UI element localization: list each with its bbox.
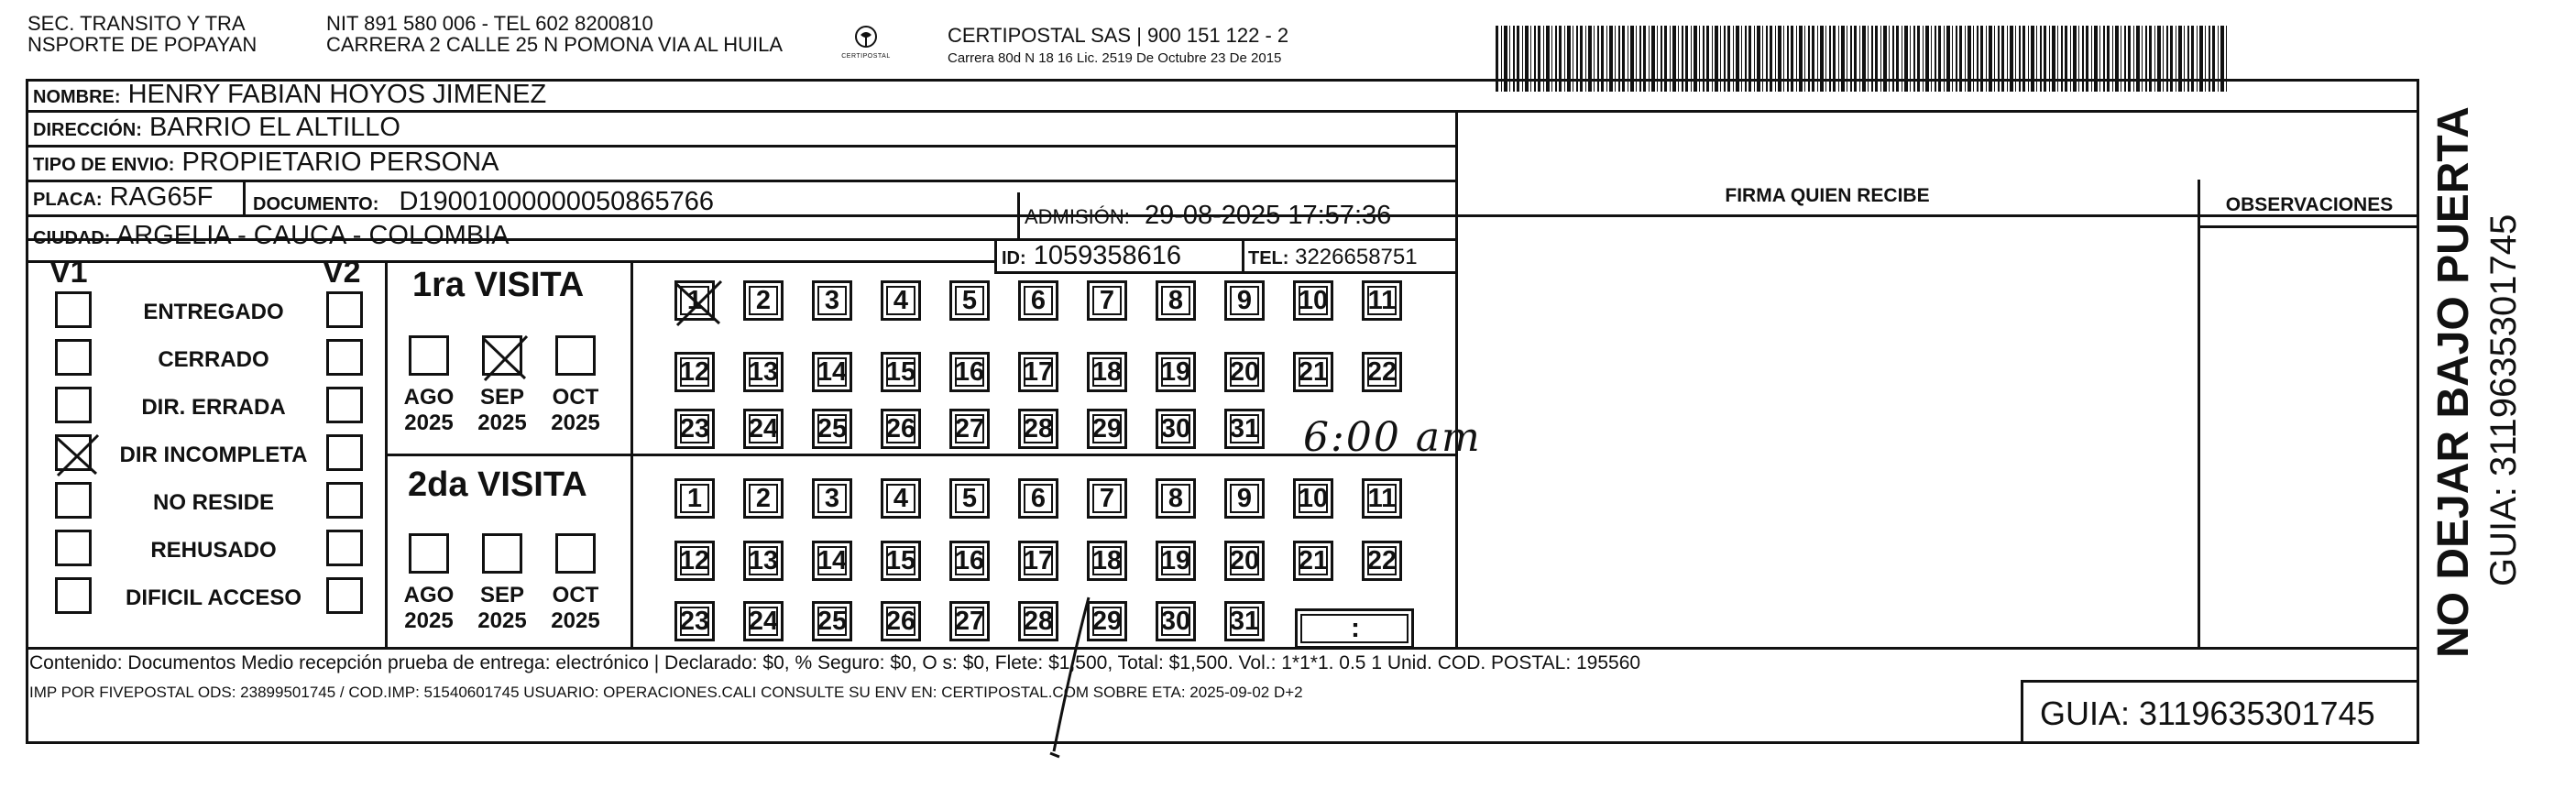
- name-field: [33, 80, 546, 113]
- day-box[interactable]: [881, 409, 921, 449]
- day-number: 9: [1236, 483, 1253, 513]
- day-number: 5: [961, 483, 978, 513]
- day-number: 20: [1229, 356, 1260, 387]
- tel-field: [1248, 244, 1418, 272]
- type-field: [33, 147, 499, 181]
- day-box[interactable]: [949, 352, 990, 392]
- day-box[interactable]: [1156, 541, 1196, 581]
- day-box[interactable]: [949, 478, 990, 519]
- month-name: SEP: [479, 385, 525, 410]
- day-number: 16: [954, 545, 985, 575]
- month-year: 2025: [404, 410, 454, 435]
- v1-checkbox[interactable]: [55, 387, 92, 423]
- pen-stroke: [1045, 596, 1100, 761]
- day-box[interactable]: [1087, 478, 1127, 519]
- day-box[interactable]: [1293, 280, 1333, 321]
- visit-2-time-box[interactable]: [1295, 608, 1414, 649]
- address-field: [33, 112, 400, 146]
- day-box[interactable]: [1362, 280, 1402, 321]
- day-box[interactable]: [743, 541, 784, 581]
- day-number: 19: [1160, 545, 1191, 575]
- day-box[interactable]: [1156, 478, 1196, 519]
- day-number: 13: [748, 545, 779, 575]
- day-box[interactable]: [1224, 601, 1265, 641]
- imp-line: IMP POR FIVEPOSTAL ODS: 23899501745 / COD.IMP: 51540601745 USUARIO: OPERACIONES.CALI CONSULTE SU ENV EN: CERTIPOSTAL.COM SOBRE ETA: 2025-09-02 D+2: [29, 684, 1303, 701]
- v1-checkbox[interactable]: [55, 339, 92, 376]
- month-year: 2025: [551, 410, 600, 435]
- day-box[interactable]: [674, 352, 715, 392]
- day-number: 8: [1167, 483, 1184, 513]
- day-box[interactable]: [881, 280, 921, 321]
- day-box[interactable]: [1087, 280, 1127, 321]
- v2-checkbox[interactable]: [326, 387, 363, 423]
- issuer-block: [326, 13, 783, 55]
- day-box[interactable]: [812, 478, 852, 519]
- day-number: 30: [1160, 413, 1191, 443]
- month-name: OCT: [552, 385, 599, 410]
- day-number: 7: [1099, 483, 1115, 513]
- v2-checkbox[interactable]: [326, 530, 363, 566]
- day-number: 7: [1099, 285, 1115, 315]
- month-label: [399, 385, 459, 435]
- month-year: 2025: [404, 607, 454, 633]
- agency-block: [27, 13, 257, 55]
- day-number: 13: [748, 356, 779, 387]
- document-label: DOCUMENTO:: [253, 194, 379, 214]
- day-box[interactable]: [812, 352, 852, 392]
- v2-checkbox[interactable]: [326, 291, 363, 328]
- day-box[interactable]: [812, 280, 852, 321]
- day-box[interactable]: [743, 478, 784, 519]
- day-box[interactable]: [1018, 280, 1058, 321]
- day-number: 28: [1023, 606, 1054, 636]
- day-box[interactable]: [1156, 352, 1196, 392]
- nit-line: NIT 891 580 006 - TEL 602 8200810: [326, 12, 653, 35]
- day-box[interactable]: [812, 541, 852, 581]
- visit-2-title: 2da VISITA: [408, 465, 587, 504]
- day-box[interactable]: [1224, 409, 1265, 449]
- status-label: ENTREGADO: [143, 300, 284, 324]
- v2-checkbox[interactable]: [326, 434, 363, 471]
- day-box[interactable]: [1087, 541, 1127, 581]
- v1-label: V1: [49, 255, 88, 290]
- visit-2-time-placeholder: :: [1351, 613, 1360, 643]
- day-box[interactable]: [674, 280, 715, 321]
- day-box[interactable]: [1018, 352, 1058, 392]
- content-line: Contenido: Documentos Medio recepción prueba de entrega: electrónico | Declarado: $0, % Seguro: $0, O s: $0, Flete: $1,500, Total: $1,500. Vol.: 1*1*1. 0.5 1 Unid. COD. POSTAL: 195560: [29, 652, 1641, 673]
- day-box[interactable]: [881, 601, 921, 641]
- day-number: 14: [817, 545, 848, 575]
- month-year: 2025: [477, 607, 527, 633]
- courier-line-2: Carrera 80d N 18 16 Lic. 2519 De Octubre 23 De 2015: [948, 50, 1282, 66]
- admission-label: ADMISIÓN:: [1025, 205, 1130, 228]
- day-box[interactable]: [674, 541, 715, 581]
- day-box[interactable]: [743, 409, 784, 449]
- observations-label: OBSERVACIONES: [2225, 194, 2394, 215]
- id-label: ID:: [1002, 248, 1026, 268]
- day-box[interactable]: [949, 541, 990, 581]
- day-box[interactable]: [743, 601, 784, 641]
- v2-label: V2: [323, 255, 361, 290]
- day-box[interactable]: [1293, 478, 1333, 519]
- v1-checkbox[interactable]: [55, 530, 92, 566]
- day-box[interactable]: [1156, 601, 1196, 641]
- agency-line-1: SEC. TRANSITO Y TRA: [27, 12, 246, 35]
- check-mark-icon: [672, 274, 725, 327]
- day-box[interactable]: [1018, 541, 1058, 581]
- day-box[interactable]: [1087, 352, 1127, 392]
- month-name: AGO: [403, 583, 455, 607]
- side-guia: GUIA: 3119635301745: [2483, 213, 2524, 586]
- certipostal-logo: [834, 24, 898, 66]
- day-box[interactable]: [881, 541, 921, 581]
- day-number: 25: [817, 606, 848, 636]
- address-line: CARRERA 2 CALLE 25 N POMONA VIA AL HUILA: [326, 33, 784, 56]
- day-box[interactable]: [1018, 409, 1058, 449]
- day-number: 29: [1091, 606, 1123, 636]
- day-box[interactable]: [1156, 280, 1196, 321]
- day-box[interactable]: [812, 409, 852, 449]
- day-number: 27: [954, 413, 985, 443]
- document-value: D19001000000050865766: [399, 187, 714, 216]
- month-label: [472, 385, 532, 435]
- day-number: 1: [686, 483, 703, 513]
- month-checkbox[interactable]: [409, 335, 449, 376]
- document-field: [253, 186, 714, 220]
- status-label: DIR INCOMPLETA: [119, 443, 308, 467]
- day-number: 16: [954, 356, 985, 387]
- type-label: TIPO DE ENVIO:: [33, 155, 175, 175]
- day-number: 5: [961, 285, 978, 315]
- v1-checkbox[interactable]: [55, 482, 92, 519]
- day-box[interactable]: [812, 601, 852, 641]
- day-number: 14: [817, 356, 848, 387]
- day-number: 18: [1091, 356, 1123, 387]
- day-number: 8: [1167, 285, 1184, 315]
- day-number: 29: [1091, 413, 1123, 443]
- day-number: 31: [1229, 413, 1260, 443]
- month-name: OCT: [552, 583, 599, 607]
- day-box[interactable]: [1293, 541, 1333, 581]
- day-number: 22: [1366, 356, 1398, 387]
- day-box[interactable]: [1362, 478, 1402, 519]
- month-label: [472, 583, 532, 633]
- day-number: 12: [679, 356, 710, 387]
- admission-field: [1025, 200, 1391, 233]
- day-box[interactable]: [949, 601, 990, 641]
- name-label: NOMBRE:: [33, 87, 121, 107]
- day-box[interactable]: [1224, 478, 1265, 519]
- day-number: 23: [679, 413, 710, 443]
- month-year: 2025: [477, 410, 527, 435]
- v1-checkbox[interactable]: [55, 434, 92, 471]
- day-box[interactable]: [743, 280, 784, 321]
- month-checkbox[interactable]: [555, 533, 596, 574]
- day-number: 27: [954, 606, 985, 636]
- check-mark-icon: [479, 329, 531, 382]
- visit-1-title: 1ra VISITA: [412, 266, 585, 304]
- id-field: [1002, 240, 1181, 274]
- v2-checkbox[interactable]: [326, 339, 363, 376]
- day-box[interactable]: [881, 352, 921, 392]
- day-number: 11: [1367, 285, 1397, 315]
- courier-line-1: CERTIPOSTAL SAS | 900 151 122 - 2: [948, 24, 1289, 47]
- city-value: ARGELIA - CAUCA - COLOMBIA: [115, 221, 510, 250]
- signature-area[interactable]: [1459, 216, 2196, 645]
- day-number: 3: [824, 285, 840, 315]
- day-number: 21: [1298, 356, 1329, 387]
- day-number: 6: [1030, 285, 1047, 315]
- plate-label: PLACA:: [33, 190, 103, 210]
- month-checkbox[interactable]: [482, 533, 522, 574]
- day-box[interactable]: [743, 352, 784, 392]
- day-number: 24: [748, 413, 779, 443]
- id-value: 1059358616: [1033, 241, 1182, 270]
- agency-line-2: NSPORTE DE POPAYAN: [27, 33, 258, 56]
- city-label: CIUDAD:: [33, 228, 111, 248]
- day-number: 28: [1023, 413, 1054, 443]
- plate-field: [33, 181, 213, 215]
- day-box[interactable]: [674, 409, 715, 449]
- day-box[interactable]: [949, 409, 990, 449]
- day-box[interactable]: [674, 601, 715, 641]
- day-number: 23: [679, 606, 710, 636]
- day-number: 9: [1236, 285, 1253, 315]
- day-number: 22: [1366, 545, 1398, 575]
- day-box[interactable]: [881, 478, 921, 519]
- tel-value: 3226658751: [1295, 245, 1418, 269]
- day-box[interactable]: [674, 478, 715, 519]
- shipment-type: PROPIETARIO PERSONA: [181, 148, 499, 177]
- address-label: DIRECCIÓN:: [33, 120, 142, 140]
- day-number: 30: [1160, 606, 1191, 636]
- day-number: 26: [885, 413, 916, 443]
- status-label: NO RESIDE: [152, 490, 275, 515]
- month-name: AGO: [403, 385, 455, 410]
- tel-label: TEL:: [1248, 248, 1289, 268]
- day-number: 25: [817, 413, 848, 443]
- logo-text: CERTIPOSTAL: [841, 53, 891, 60]
- month-checkbox[interactable]: [482, 335, 522, 376]
- day-number: 18: [1091, 545, 1123, 575]
- day-number: 12: [679, 545, 710, 575]
- check-mark-icon: [52, 428, 102, 477]
- month-checkbox[interactable]: [555, 335, 596, 376]
- month-name: SEP: [479, 583, 525, 607]
- day-number: 26: [885, 606, 916, 636]
- v2-checkbox[interactable]: [326, 577, 363, 614]
- v1-checkbox[interactable]: [55, 291, 92, 328]
- status-label: DIR. ERRADA: [141, 395, 286, 420]
- status-label: CERRADO: [158, 347, 269, 372]
- day-number: 6: [1030, 483, 1047, 513]
- day-box[interactable]: [1018, 478, 1058, 519]
- day-number: 17: [1023, 545, 1054, 575]
- guia-footer: GUIA: 3119635301745: [2040, 695, 2375, 732]
- day-number: 11: [1367, 483, 1397, 513]
- v2-checkbox[interactable]: [326, 482, 363, 519]
- month-year: 2025: [551, 607, 600, 633]
- day-number: 31: [1229, 606, 1260, 636]
- day-box[interactable]: [1224, 541, 1265, 581]
- v1-checkbox[interactable]: [55, 577, 92, 614]
- month-checkbox[interactable]: [409, 533, 449, 574]
- day-box[interactable]: [949, 280, 990, 321]
- day-number: 10: [1298, 285, 1329, 315]
- observations-area[interactable]: [2201, 229, 2417, 645]
- day-box[interactable]: [1156, 409, 1196, 449]
- day-number: 1: [686, 285, 703, 315]
- visit-1-time-handwritten: 6:00 am: [1303, 414, 1482, 461]
- day-box[interactable]: [1293, 352, 1333, 392]
- day-number: 15: [885, 545, 916, 575]
- day-number: 20: [1229, 545, 1260, 575]
- month-label: [545, 583, 606, 633]
- city-field: [33, 220, 510, 254]
- day-number: 17: [1023, 356, 1054, 387]
- day-box[interactable]: [1362, 541, 1402, 581]
- day-box[interactable]: [1362, 352, 1402, 392]
- courier-block: [948, 24, 1288, 66]
- recipient-address: BARRIO EL ALTILLO: [148, 113, 400, 142]
- day-number: 2: [755, 285, 772, 315]
- status-label: REHUSADO: [150, 538, 277, 563]
- day-number: 4: [893, 285, 909, 315]
- status-label: DIFICIL ACCESO: [125, 586, 301, 610]
- day-box[interactable]: [1224, 280, 1265, 321]
- day-number: 2: [755, 483, 772, 513]
- side-warning: NO DEJAR BAJO PUERTA: [2429, 106, 2478, 658]
- day-box[interactable]: [1087, 409, 1127, 449]
- month-label: [545, 385, 606, 435]
- day-number: 21: [1298, 545, 1329, 575]
- day-number: 10: [1298, 483, 1329, 513]
- day-number: 3: [824, 483, 840, 513]
- plate-value: RAG65F: [109, 182, 214, 212]
- day-number: 19: [1160, 356, 1191, 387]
- signature-label: FIRMA QUIEN RECIBE: [1725, 185, 1930, 206]
- admission-value: 29-08-2025 17:57:36: [1144, 201, 1392, 230]
- day-box[interactable]: [1224, 352, 1265, 392]
- recipient-name: HENRY FABIAN HOYOS JIMENEZ: [127, 80, 547, 109]
- month-label: [399, 583, 459, 633]
- day-number: 4: [893, 483, 909, 513]
- day-number: 24: [748, 606, 779, 636]
- day-number: 15: [885, 356, 916, 387]
